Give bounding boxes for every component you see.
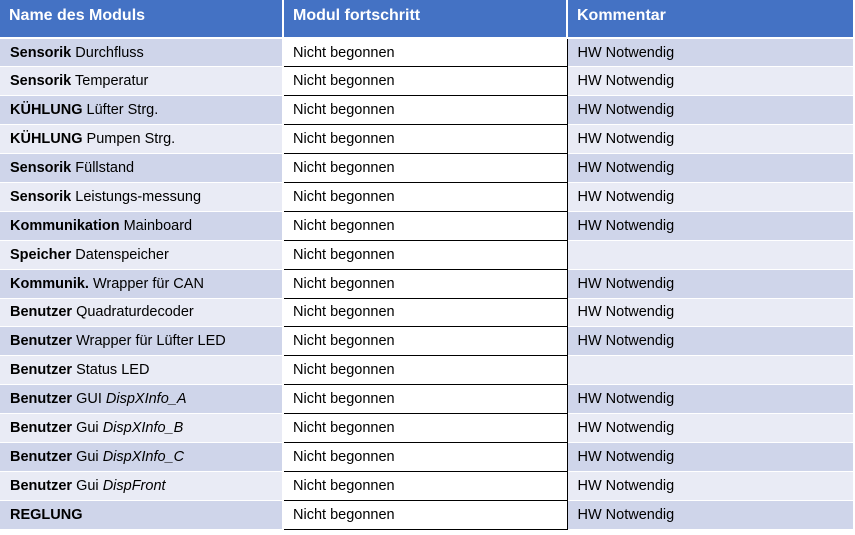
module-detail: Gui xyxy=(76,448,99,465)
module-comment-cell: HW Notwendig xyxy=(567,298,853,327)
module-detail: Temperatur xyxy=(75,73,149,90)
module-comment-cell: HW Notwendig xyxy=(567,327,853,356)
module-comment-cell: HW Notwendig xyxy=(567,211,853,240)
module-comment-cell: HW Notwendig xyxy=(567,38,853,67)
table-row xyxy=(0,125,853,154)
module-name-cell xyxy=(0,38,283,67)
module-category: Kommunik. xyxy=(10,275,89,292)
module-detail: Quadraturdecoder xyxy=(76,304,194,321)
module-comment-cell: HW Notwendig xyxy=(567,500,853,529)
module-category: Benutzer xyxy=(10,448,73,465)
module-comment-cell: HW Notwendig xyxy=(567,414,853,443)
module-name-cell xyxy=(0,182,283,211)
module-progress-cell: Nicht begonnen xyxy=(283,385,567,414)
module-name-cell xyxy=(0,471,283,500)
module-name-cell xyxy=(0,211,283,240)
module-comment-cell: HW Notwendig xyxy=(567,154,853,183)
table-row xyxy=(0,96,853,125)
header-module-progress: Modul fortschritt xyxy=(283,0,567,38)
module-name-cell xyxy=(0,327,283,356)
module-progress-cell: Nicht begonnen xyxy=(283,471,567,500)
module-name-cell xyxy=(0,96,283,125)
module-comment-cell: HW Notwendig xyxy=(567,269,853,298)
module-progress-cell: Nicht begonnen xyxy=(283,414,567,443)
module-category: Kommunikation xyxy=(10,217,120,234)
module-category: Benutzer xyxy=(10,362,73,379)
module-detail: Pumpen Strg. xyxy=(86,131,176,148)
table-row xyxy=(0,67,853,96)
module-comment-cell: HW Notwendig xyxy=(567,442,853,471)
module-progress-cell: Nicht begonnen xyxy=(283,240,567,269)
table-row xyxy=(0,182,853,211)
module-progress-cell: Nicht begonnen xyxy=(283,154,567,183)
table-row xyxy=(0,38,853,67)
module-detail: Wrapper für Lüfter LED xyxy=(76,333,226,350)
module-detail: Gui xyxy=(76,477,99,494)
module-progress-cell: Nicht begonnen xyxy=(283,125,567,154)
module-comment-cell: HW Notwendig xyxy=(567,96,853,125)
module-progress-cell: Nicht begonnen xyxy=(283,269,567,298)
module-category: Sensorik xyxy=(10,73,72,90)
table-row xyxy=(0,442,853,471)
module-category: KÜHLUNG xyxy=(10,131,83,148)
module-detail-italic: DispXInfo_A xyxy=(105,391,187,408)
header-comment: Kommentar xyxy=(567,0,853,38)
module-comment-cell: HW Notwendig xyxy=(567,182,853,211)
table-row xyxy=(0,298,853,327)
module-progress-cell: Nicht begonnen xyxy=(283,67,567,96)
module-detail-italic: DispXInfo_B xyxy=(102,420,184,437)
module-detail: Wrapper für CAN xyxy=(92,275,204,292)
module-progress-cell: Nicht begonnen xyxy=(283,182,567,211)
module-category: REGLUNG xyxy=(10,506,83,523)
table-row xyxy=(0,471,853,500)
module-category: KÜHLUNG xyxy=(10,102,83,119)
module-name-cell xyxy=(0,298,283,327)
module-category: Sensorik xyxy=(10,188,72,205)
module-name-cell xyxy=(0,154,283,183)
table-row xyxy=(0,269,853,298)
table-row xyxy=(0,385,853,414)
module-name-cell xyxy=(0,442,283,471)
module-detail: Gui xyxy=(76,420,99,437)
table-row xyxy=(0,211,853,240)
module-category: Benutzer xyxy=(10,304,73,321)
module-name-cell xyxy=(0,414,283,443)
module-progress-cell: Nicht begonnen xyxy=(283,356,567,385)
module-category: Benutzer xyxy=(10,477,73,494)
module-comment-cell xyxy=(567,240,853,269)
module-detail-italic: DispFront xyxy=(102,477,166,494)
module-name-cell xyxy=(0,125,283,154)
table-row xyxy=(0,356,853,385)
module-comment-cell: HW Notwendig xyxy=(567,125,853,154)
module-comment-cell: HW Notwendig xyxy=(567,385,853,414)
module-progress-cell: Nicht begonnen xyxy=(283,38,567,67)
module-progress-cell: Nicht begonnen xyxy=(283,211,567,240)
module-progress-cell: Nicht begonnen xyxy=(283,500,567,529)
module-category: Benutzer xyxy=(10,333,73,350)
module-name-cell xyxy=(0,67,283,96)
module-name-cell xyxy=(0,500,283,529)
module-detail: Lüfter Strg. xyxy=(86,102,159,119)
module-detail: Leistungs-messung xyxy=(75,188,202,205)
module-category: Sensorik xyxy=(10,160,72,176)
module-name-cell xyxy=(0,240,283,269)
module-progress-cell: Nicht begonnen xyxy=(283,442,567,471)
table-row xyxy=(0,154,853,183)
module-detail: Füllstand xyxy=(75,160,135,176)
module-name-cell xyxy=(0,385,283,414)
module-detail-italic: DispXInfo_C xyxy=(102,448,185,465)
module-progress-cell: Nicht begonnen xyxy=(283,327,567,356)
module-name-cell xyxy=(0,356,283,385)
module-category: Benutzer xyxy=(10,420,73,437)
module-detail: Durchfluss xyxy=(75,44,144,61)
module-detail: GUI xyxy=(76,391,102,408)
header-row xyxy=(0,0,853,38)
module-progress-cell: Nicht begonnen xyxy=(283,96,567,125)
module-comment-cell: HW Notwendig xyxy=(567,471,853,500)
table-row xyxy=(0,240,853,269)
module-detail: Status LED xyxy=(76,362,150,379)
module-detail: Mainboard xyxy=(123,217,193,234)
header-module-name: Name des Moduls xyxy=(0,0,283,38)
module-category: Benutzer xyxy=(10,391,73,408)
module-comment-cell: HW Notwendig xyxy=(567,67,853,96)
table-row xyxy=(0,327,853,356)
module-comment-cell xyxy=(567,356,853,385)
module-category: Speicher xyxy=(10,246,72,263)
table-row xyxy=(0,500,853,529)
table-row xyxy=(0,414,853,443)
module-name-cell xyxy=(0,269,283,298)
module-category: Sensorik xyxy=(10,44,72,61)
module-detail: Datenspeicher xyxy=(75,246,169,263)
module-progress-cell: Nicht begonnen xyxy=(283,298,567,327)
